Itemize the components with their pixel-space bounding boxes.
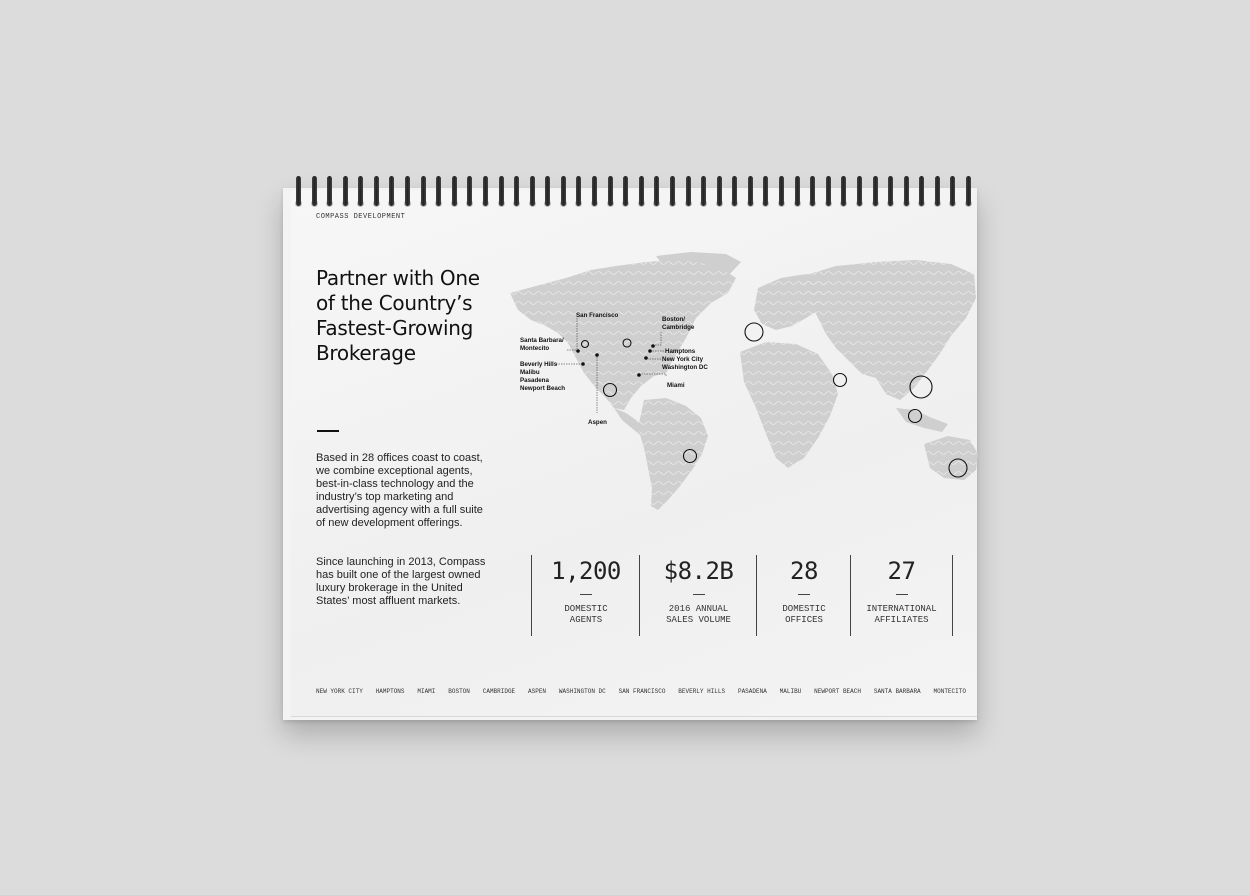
binding-ring — [499, 176, 504, 206]
binding-ring — [857, 176, 862, 206]
office-dot-boston — [651, 344, 655, 348]
stat-label: 2016 ANNUAL SALES VOLUME — [666, 604, 731, 625]
city-item: ASPEN — [528, 688, 547, 695]
label-hamptons: Hamptons — [665, 348, 696, 355]
binding-ring — [686, 176, 691, 206]
binding-ring — [717, 176, 722, 206]
binding-ring — [483, 176, 488, 206]
office-dot-nyc — [648, 349, 652, 353]
binding-ring — [576, 176, 581, 206]
binding-ring — [421, 176, 426, 206]
binding-ring — [935, 176, 940, 206]
stat-sales-volume — [639, 555, 757, 636]
binding-ring — [950, 176, 955, 206]
binding-ring — [904, 176, 909, 206]
city-item: MONTECITO — [933, 688, 966, 695]
label-malibu: Malibu — [520, 369, 540, 376]
office-dot-sf — [576, 349, 580, 353]
binding-ring — [467, 176, 472, 206]
city-item: HAMPTONS — [375, 688, 405, 695]
binding-ring — [701, 176, 706, 206]
intro-paragraph: Based in 28 offices coast to coast, we combine exceptional agents, best-in-class technology and the industry’s top marketing and advertising agency with a full suite of new development offerings. — [316, 452, 483, 529]
city-list — [316, 688, 966, 695]
binding-ring — [919, 176, 924, 206]
city-item: NEW YORK CITY — [316, 688, 363, 695]
city-item: MALIBU — [779, 688, 802, 695]
binding-ring — [389, 176, 394, 206]
city-item: CAMBRIDGE — [482, 688, 516, 695]
label-newport-beach: Newport Beach — [520, 385, 566, 392]
binding-ring — [436, 176, 441, 206]
stat-domestic-agents — [531, 555, 640, 636]
city-item: BOSTON — [448, 688, 470, 695]
stat-divider — [693, 594, 705, 595]
binding-ring — [608, 176, 613, 206]
section-label: COMPASS DEVELOPMENT — [316, 213, 406, 221]
label-pasadena: Pasadena — [520, 377, 549, 384]
stat-international-affiliates — [850, 555, 953, 636]
world-map-svg — [496, 248, 978, 518]
binding-ring — [561, 176, 566, 206]
page-title: Partner with One of the Country’s Fastest-Growing Brokerage — [316, 266, 480, 365]
binding-ring — [654, 176, 659, 206]
stat-domestic-offices — [756, 555, 851, 636]
binding-ring — [623, 176, 628, 206]
label-nyc: New York City — [662, 356, 704, 363]
binding-ring — [763, 176, 768, 206]
binding-ring — [343, 176, 348, 206]
binding-ring — [639, 176, 644, 206]
label-washington: Washington DC — [662, 364, 708, 371]
binding-ring — [873, 176, 878, 206]
binding-ring — [296, 176, 301, 206]
binding-ring — [841, 176, 846, 206]
title-divider — [317, 430, 339, 432]
stat-divider — [580, 594, 592, 595]
office-dot-dc — [644, 356, 648, 360]
binding-ring — [592, 176, 597, 206]
binding-ring — [966, 176, 971, 206]
binding-ring — [810, 176, 815, 206]
binding-ring — [452, 176, 457, 206]
label-boston-2: Cambridge — [662, 324, 695, 331]
binding-ring — [358, 176, 363, 206]
stat-value: $8.2B — [663, 557, 734, 585]
stat-label: DOMESTIC AGENTS — [564, 604, 608, 625]
spiral-binding — [296, 176, 976, 210]
city-item: PASADENA — [737, 688, 767, 695]
stat-label: DOMESTIC OFFICES — [782, 604, 826, 625]
office-dot-aspen — [595, 353, 599, 357]
binding-ring — [530, 176, 535, 206]
city-item: NEWPORT BEACH — [814, 688, 861, 695]
binding-ring — [670, 176, 675, 206]
label-santa-barbara-2: Montecito — [520, 345, 550, 352]
stat-value: 1,200 — [551, 557, 621, 585]
world-map — [496, 248, 978, 518]
binding-ring — [374, 176, 379, 206]
city-item: SANTA BARBARA — [873, 688, 921, 695]
office-dot-miami — [637, 373, 641, 377]
stat-value: 27 — [887, 557, 916, 585]
city-item: MIAMI — [417, 688, 436, 695]
label-miami: Miami — [667, 382, 685, 389]
binding-ring — [748, 176, 753, 206]
history-paragraph: Since launching in 2013, Compass has built one of the largest owned luxury brokerage in the United States’ most affluent markets. — [316, 556, 486, 607]
stat-value: 28 — [790, 557, 818, 585]
binding-ring — [405, 176, 410, 206]
label-san-francisco: San Francisco — [576, 312, 619, 319]
affiliate-marker-london — [745, 323, 763, 341]
binding-ring — [545, 176, 550, 206]
affiliate-marker-dubai — [834, 374, 847, 387]
binding-ring — [779, 176, 784, 206]
binding-ring — [312, 176, 317, 206]
stat-divider — [798, 594, 810, 595]
binding-ring — [732, 176, 737, 206]
binding-ring — [795, 176, 800, 206]
stat-label: INTERNATIONAL AFFILIATES — [866, 604, 937, 625]
label-beverly-hills: Beverly Hills — [520, 361, 558, 368]
stat-divider — [896, 594, 908, 595]
label-santa-barbara-1: Santa Barbara/ — [520, 337, 564, 344]
city-item: BEVERLY HILLS — [678, 688, 726, 695]
binding-ring — [327, 176, 332, 206]
binding-ring — [826, 176, 831, 206]
office-dot-la — [581, 362, 585, 366]
southeast-asia-shape — [896, 408, 948, 432]
label-aspen: Aspen — [588, 419, 607, 426]
binding-ring — [514, 176, 519, 206]
binding-ring — [888, 176, 893, 206]
city-item: WASHINGTON DC — [558, 688, 606, 695]
city-item: SAN FRANCISCO — [618, 688, 666, 695]
label-boston-1: Boston/ — [662, 316, 686, 323]
